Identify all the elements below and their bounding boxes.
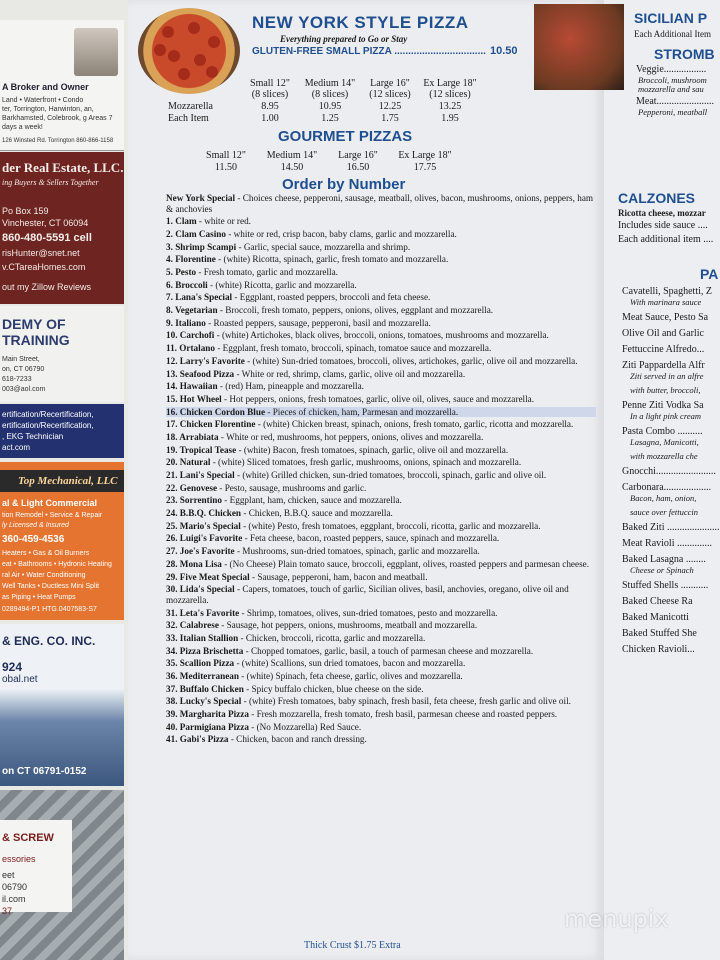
ad-title: der Real Estate, LLC. bbox=[2, 160, 124, 175]
size-name: Large 16" bbox=[370, 78, 410, 89]
price-mozzarella: 12.25 bbox=[378, 101, 402, 112]
ad-real-estate-broker bbox=[0, 20, 124, 151]
pasta-item-desc: Bacon, ham, onion, bbox=[630, 493, 697, 503]
list-item bbox=[166, 292, 596, 303]
ad-line: eet bbox=[2, 870, 15, 880]
item-name: 10. Carchofi bbox=[166, 330, 215, 341]
list-item bbox=[166, 734, 596, 745]
list-item bbox=[166, 267, 596, 278]
thick-crust-note: Thick Crust $1.75 Extra bbox=[304, 940, 401, 951]
ad-line: , EKG Technician bbox=[2, 432, 64, 441]
item-name: 7. Lana's Special bbox=[166, 292, 233, 303]
item-name: 30. Lida's Special bbox=[166, 584, 235, 595]
item-description: - (white) Ricotta, spinach, garlic, fresh tomato and mozzarella. bbox=[215, 254, 449, 265]
list-item bbox=[166, 696, 596, 707]
item-name: 34. Pizza Brischetta bbox=[166, 645, 244, 656]
pasta-title: PA bbox=[700, 266, 719, 282]
order-by-number-title: Order by Number bbox=[282, 176, 406, 193]
size-slices: (12 slices) bbox=[429, 89, 471, 100]
size-price: 16.50 bbox=[346, 162, 370, 173]
price-each-item: 1.00 bbox=[261, 113, 279, 124]
item-description: - (white) Sun-dried tomatoes, broccoli, olives, artichokes, garlic, olive oil and mozzarella. bbox=[244, 355, 578, 366]
item-description: - (white) Ricotta, garlic and mozzarella. bbox=[207, 279, 357, 290]
calzone-line: Each additional item .... bbox=[618, 234, 714, 245]
pasta-item: Carbonara................... bbox=[622, 482, 712, 493]
ad-hunter-real-estate bbox=[0, 152, 124, 304]
pasta-item: Meat Ravioli .............. bbox=[622, 538, 712, 549]
calzone-line: Includes side sauce .... bbox=[618, 220, 708, 231]
item-name: 3. Shrimp Scampi bbox=[166, 241, 237, 252]
pasta-item: Ziti Pappardella Alfr bbox=[622, 360, 705, 371]
ad-title: & SCREW bbox=[2, 832, 54, 844]
list-item bbox=[166, 470, 596, 481]
item-name: 39. Margharita Pizza bbox=[166, 709, 249, 719]
size-name: Large 16" bbox=[338, 150, 378, 161]
item-name: 24. B.B.Q. Chicken bbox=[166, 508, 242, 519]
ad-line: 06790 bbox=[2, 882, 28, 892]
ad-box bbox=[0, 820, 72, 916]
list-item bbox=[166, 495, 596, 506]
list-item bbox=[166, 684, 596, 695]
item-name: 21. Lani's Special bbox=[166, 470, 235, 481]
ad-line: essories bbox=[2, 854, 36, 864]
item-description: - Feta cheese, bacon, roasted peppers, sauce, spinach and mozzarella. bbox=[242, 533, 500, 544]
pasta-item: Gnocchi........................ bbox=[622, 466, 716, 477]
item-description: - (white) Grilled chicken, sun-dried tomatoes, broccoli, spinach, garlic and olive oil. bbox=[234, 470, 547, 481]
pasta-item: Baked Manicotti bbox=[622, 612, 689, 623]
ad-phone: 360-459-4536 bbox=[2, 534, 65, 545]
item-description: - Eggplant, ham, chicken, sauce and mozzarella. bbox=[221, 495, 402, 506]
item-name: 28. Mona Lisa bbox=[166, 558, 222, 569]
item-description: - (white) Artichokes, black olives, broccoli, onions, tomatoes, mushrooms and mozzarella. bbox=[214, 330, 549, 341]
size-name: Small 12" bbox=[206, 150, 246, 161]
sicilian-title: SICILIAN P bbox=[634, 10, 708, 26]
list-item bbox=[166, 457, 596, 468]
item-description: - Mushrooms, sun-dried tomatoes, spinach, garlic and mozzarella. bbox=[234, 546, 480, 557]
item-description: - Sausage, pepperoni, ham, bacon and meatball. bbox=[249, 571, 428, 582]
item-description: - (white) Chicken breast, spinach, onions, fresh tomato, garlic, ricotta and mozzarella. bbox=[255, 419, 574, 430]
pasta-item-desc: with butter, broccoli, bbox=[630, 385, 701, 395]
ad-line: 618-7233 bbox=[2, 376, 32, 383]
item-description: - Capers, tomatoes, touch of garlic, Sicilian olives, basil, anchovies, oregano, olive oil and mozzarella. bbox=[166, 584, 569, 605]
pasta-item: Baked Lasagna ........ bbox=[622, 554, 706, 565]
ad-training-academy bbox=[0, 306, 124, 402]
list-item bbox=[166, 658, 596, 669]
size-header bbox=[418, 78, 482, 100]
ad-line: al & Light Commercial bbox=[2, 498, 98, 508]
item-name: 14. Hawaiian bbox=[166, 381, 218, 392]
item-name: 32. Calabrese bbox=[166, 620, 219, 631]
ad-phone: 860-480-5591 cell bbox=[2, 232, 92, 244]
ad-line: act.com bbox=[2, 443, 31, 452]
item-name: 38. Lucky's Special bbox=[166, 696, 242, 707]
ad-certification bbox=[0, 404, 124, 458]
item-name: 40. Parmigiana Pizza bbox=[166, 721, 249, 732]
item-name: 13. Seafood Pizza bbox=[166, 368, 235, 379]
pasta-item-desc: Lasagna, Manicotti, bbox=[630, 437, 699, 447]
gluten-free-label: GLUTEN-FREE SMALL PIZZA ................................. bbox=[252, 46, 486, 57]
row-label-mozzarella: Mozzarella bbox=[168, 101, 213, 112]
size-header bbox=[240, 78, 300, 100]
ad-line: ertification/Recertification, bbox=[2, 410, 94, 419]
pasta-item: Baked Cheese Ra bbox=[622, 596, 693, 607]
item-name: 6. Broccoli bbox=[166, 279, 208, 290]
page-title: NEW YORK STYLE PIZZA bbox=[252, 13, 469, 32]
academy-logo: DEMY OF TRAINING bbox=[2, 316, 70, 348]
ad-line: ter, Torrington, Harwinton, an, Barkhamsted, Colebrook, g Areas 7 days a week! bbox=[2, 106, 113, 131]
size-price: 14.50 bbox=[280, 162, 304, 173]
item-name: 4. Florentine bbox=[166, 254, 216, 265]
ad-line: Heaters • Gas & Oil Burners bbox=[2, 550, 90, 557]
pasta-item: Stuffed Shells ........... bbox=[622, 580, 709, 591]
size-name: Ex Large 18" bbox=[398, 150, 452, 161]
gourmet-size bbox=[196, 150, 256, 174]
ad-engineering bbox=[0, 624, 124, 786]
item-name: 1. Clam bbox=[166, 216, 197, 227]
item-name: 9. Italiano bbox=[166, 317, 206, 328]
ad-line: 003@aol.com bbox=[2, 386, 46, 393]
ads-strip bbox=[0, 0, 128, 960]
price-each-item: 1.95 bbox=[441, 113, 459, 124]
item-name: 23. Sorrentino bbox=[166, 495, 222, 506]
item-description: - White or red, shrimp, clams, garlic, olive oil and mozzarella. bbox=[234, 368, 466, 379]
pasta-item: Penne Ziti Vodka Sa bbox=[622, 400, 704, 411]
item-description: - Eggplant, fresh tomato, broccoli, spinach, tomatoe sauce and mozzarella. bbox=[215, 343, 492, 354]
list-item bbox=[166, 546, 596, 557]
item-name: 16. Chicken Cordon Blue bbox=[166, 406, 266, 417]
right-menu-panel bbox=[604, 0, 720, 960]
item-name: 33. Italian Stallion bbox=[166, 632, 239, 643]
item-name: 22. Genovese bbox=[166, 482, 218, 493]
item-description: - Chicken, bacon and ranch dressing. bbox=[228, 734, 367, 745]
size-slices: (8 slices) bbox=[311, 89, 349, 100]
list-item bbox=[166, 242, 596, 253]
price-mozzarella: 8.95 bbox=[261, 101, 279, 112]
gourmet-size bbox=[262, 150, 322, 174]
ad-line: eat • Bathrooms • Hydronic Heating bbox=[2, 561, 112, 568]
item-description: - Broccoli, fresh tomato, peppers, onions, olives, eggplant and mozzarella. bbox=[217, 305, 494, 316]
item-name: 5. Pesto bbox=[166, 267, 197, 278]
list-item bbox=[166, 381, 596, 392]
item-name: 41. Gabi's Pizza bbox=[166, 734, 229, 745]
pasta-item: Fettuccine Alfredo... bbox=[622, 344, 705, 355]
ad-line: 0289494-P1 HTG.0407583-S7 bbox=[2, 606, 97, 613]
ad-line bbox=[2, 96, 120, 132]
list-item bbox=[166, 620, 596, 631]
item-description: - (white) Bacon, fresh tomatoes, spinach, garlic, olive oil and mozzarella. bbox=[236, 444, 509, 455]
pasta-item: Cavatelli, Spaghetti, Z bbox=[622, 286, 712, 297]
item-description: - Shrimp, tomatoes, olives, sun-dried tomatoes, pesto and mozzarella. bbox=[239, 607, 498, 618]
item-description: - White or red, mushrooms, hot peppers, onions, olives and mozzarella. bbox=[218, 431, 484, 442]
pasta-item-desc: Cheese or Spinach bbox=[630, 565, 694, 575]
item-description: - Choices cheese, pepperoni, sausage, meatball, olives, bacon, mushrooms, onions, peppers, ham & anchovies bbox=[166, 193, 594, 214]
calzone-desc: Ricotta cheese, mozzar bbox=[618, 208, 706, 218]
item-description: - Roasted peppers, sausage, pepperoni, basil and mozzarella. bbox=[205, 317, 431, 328]
size-slices: (8 slices) bbox=[251, 89, 289, 100]
size-name: Medium 14" bbox=[304, 78, 356, 89]
size-name: Ex Large 18" bbox=[423, 78, 477, 89]
item-description: - Eggplant, roasted peppers, broccoli and feta cheese. bbox=[232, 292, 431, 303]
list-item bbox=[166, 330, 596, 341]
item-description: - Chicken, B.B.Q. sauce and mozzarella. bbox=[241, 508, 393, 519]
item-name: 8. Vegetarian bbox=[166, 305, 218, 316]
item-description: - (white) Pesto, fresh tomatoes, eggplant, broccoli, ricotta, garlic and mozzarella. bbox=[240, 520, 541, 531]
pasta-item-desc: sauce over fettuccin bbox=[630, 507, 698, 517]
ad-line: 37 bbox=[2, 906, 13, 916]
stromboli-veggie-desc: Broccoli, mushroom bbox=[638, 75, 707, 85]
stromboli-title: STROMB bbox=[654, 46, 715, 62]
size-header bbox=[300, 78, 360, 100]
list-item bbox=[166, 608, 596, 619]
ad-line: Vinchester, CT 06094 bbox=[2, 218, 89, 228]
ad-line: ertification/Recertification, bbox=[2, 421, 94, 430]
gluten-free-price: 10.50 bbox=[490, 45, 518, 57]
list-item bbox=[166, 254, 596, 265]
item-description: - Fresh mozzarella, fresh tomato, fresh basil, parmesan cheese and roasted peppers. bbox=[248, 709, 558, 719]
item-description: - (white) Fresh tomatoes, baby spinach, fresh basil, feta cheese, fresh garlic and olive oil. bbox=[241, 696, 571, 707]
list-item bbox=[166, 633, 596, 644]
stromboli-veggie: Veggie................. bbox=[636, 64, 707, 75]
list-item bbox=[166, 445, 596, 456]
list-item bbox=[166, 722, 596, 733]
ad-line: A Broker and Owner bbox=[2, 82, 89, 92]
item-description: - Chicken, broccoli, ricotta, garlic and mozzarella. bbox=[238, 632, 426, 643]
item-description: - Chopped tomatoes, garlic, basil, a touch of parmesan cheese and mozzarella. bbox=[243, 645, 534, 656]
item-description: - Hot peppers, onions, fresh tomatoes, garlic, olive oil, olives, sauce and mozzarella. bbox=[221, 393, 534, 404]
list-item bbox=[166, 419, 596, 430]
ad-line: 924 bbox=[2, 660, 23, 674]
price-mozzarella: 13.25 bbox=[438, 101, 462, 112]
item-description: - white or red. bbox=[196, 216, 251, 227]
item-name: 15. Hot Wheel bbox=[166, 393, 222, 404]
pasta-item-desc: With marinara sauce bbox=[630, 297, 702, 307]
broker-photo bbox=[74, 28, 118, 76]
list-item bbox=[166, 559, 596, 570]
pizza-list bbox=[166, 193, 596, 747]
list-item bbox=[166, 671, 596, 682]
item-name: 35. Scallion Pizza bbox=[166, 658, 235, 669]
item-description: - (No Mozzarella) Red Sauce. bbox=[248, 721, 362, 732]
ad-line: ly Licensed & Insured bbox=[2, 522, 69, 529]
row-label-each-item: Each Item bbox=[168, 113, 209, 124]
item-name: 26. Luigi's Favorite bbox=[166, 533, 243, 544]
list-item bbox=[166, 280, 596, 291]
item-name: 29. Five Meat Special bbox=[166, 571, 250, 582]
menupix-watermark: menupix bbox=[564, 905, 669, 933]
item-name: 19. Tropical Tease bbox=[166, 444, 237, 455]
list-item bbox=[166, 216, 596, 227]
ad-line: ral Air • Water Conditioning bbox=[2, 572, 86, 579]
item-description: - white or red, crisp bacon, baby clams, garlic and mozzarella. bbox=[225, 228, 457, 239]
item-description: - (white) Scallions, sun dried tomatoes, bacon and mozzarella. bbox=[234, 658, 466, 669]
list-item bbox=[166, 193, 596, 214]
item-name: 20. Natural bbox=[166, 457, 211, 468]
item-name: 11. Ortalano bbox=[166, 343, 216, 354]
pasta-item: Baked Stuffed She bbox=[622, 628, 697, 639]
item-name: 27. Joe's Favorite bbox=[166, 546, 235, 557]
item-description: - Spicy buffalo chicken, blue cheese on the side. bbox=[243, 683, 424, 694]
item-name: 25. Mario's Special bbox=[166, 520, 241, 531]
pizza-menu-panel bbox=[128, 0, 604, 960]
calzones-title: CALZONES bbox=[618, 190, 695, 206]
list-item bbox=[166, 483, 596, 494]
list-item bbox=[166, 305, 596, 316]
pasta-item: Chicken Ravioli... bbox=[622, 644, 695, 655]
sicilian-sub: Each Additional Item bbox=[634, 29, 711, 39]
ad-line: on, CT 06790 bbox=[2, 366, 45, 373]
item-description: - (white) Spinach, feta cheese, garlic, olives and mozzarella. bbox=[238, 670, 463, 681]
list-item bbox=[166, 229, 596, 240]
item-name: 18. Arrabiata bbox=[166, 431, 219, 442]
stromboli-meat: Meat....................... bbox=[636, 96, 715, 107]
price-each-item: 1.75 bbox=[381, 113, 399, 124]
item-name: 12. Larry's Favorite bbox=[166, 355, 245, 366]
item-description: - (red) Ham, pineapple and mozzarella. bbox=[217, 381, 364, 392]
price-mozzarella: 10.95 bbox=[318, 101, 342, 112]
list-item bbox=[166, 432, 596, 443]
ad-line: Land • Waterfront • Condo bbox=[2, 97, 84, 104]
pasta-item-desc: with mozzarella che bbox=[630, 451, 698, 461]
list-item bbox=[166, 521, 596, 532]
item-name: 31. Leta's Favorite bbox=[166, 607, 240, 618]
list-item bbox=[166, 343, 596, 354]
item-description: - (white) Sliced tomatoes, fresh garlic, mushrooms, onions, spinach and mozzarella. bbox=[210, 457, 522, 468]
pasta-item: Olive Oil and Garlic bbox=[622, 328, 704, 339]
pasta-item: Baked Ziti ..................... bbox=[622, 522, 720, 533]
ad-line: out my Zillow Reviews bbox=[2, 282, 92, 292]
item-name: New York Special bbox=[166, 193, 236, 203]
gourmet-size bbox=[390, 150, 460, 174]
size-name: Medium 14" bbox=[266, 150, 318, 161]
item-name: 36. Mediterranean bbox=[166, 670, 239, 681]
size-price: 17.75 bbox=[413, 162, 437, 173]
list-item bbox=[166, 572, 596, 583]
ad-tagline: ing Buyers & Sellers Together bbox=[2, 178, 99, 187]
list-item bbox=[166, 356, 596, 367]
sicilian-pizza-image bbox=[534, 4, 624, 90]
item-description: - (No Cheese) Plain tomato sauce, broccoli, eggplant, olives, roasted peppers and parmesan cheese. bbox=[221, 558, 590, 569]
ad-line: Po Box 159 bbox=[2, 206, 49, 216]
list-item bbox=[166, 318, 596, 329]
gourmet-size bbox=[328, 150, 388, 174]
stromboli-meat-desc: Pepperoni, meatball bbox=[638, 107, 708, 117]
list-item bbox=[166, 394, 596, 405]
ad-email: risHunter@snet.net bbox=[2, 248, 80, 258]
ad-website: v.CTareaHomes.com bbox=[2, 262, 86, 272]
list-item bbox=[166, 369, 596, 380]
list-item bbox=[166, 646, 596, 657]
size-price: 11.50 bbox=[214, 162, 238, 173]
pasta-item: Meat Sauce, Pesto Sa bbox=[622, 312, 709, 323]
item-description: - Garlic, special sauce, mozzarella and shrimp. bbox=[236, 241, 411, 252]
ad-line: Main Street, bbox=[2, 356, 40, 363]
price-each-item: 1.25 bbox=[321, 113, 339, 124]
gourmet-title: GOURMET PIZZAS bbox=[278, 128, 413, 145]
pasta-item-desc: Ziti served in an alfre bbox=[630, 371, 704, 381]
list-item bbox=[166, 584, 596, 605]
ad-top-mechanical bbox=[0, 462, 124, 620]
item-description: - Fresh tomato, garlic and mozzarella. bbox=[196, 267, 338, 278]
size-name: Small 12" bbox=[250, 78, 290, 89]
ad-line: tion Remodel • Service & Repair bbox=[2, 512, 103, 519]
ad-line: 126 Winsted Rd. Torrington 860-866-1158 bbox=[2, 138, 114, 144]
ad-line: obal.net bbox=[2, 674, 38, 685]
ad-title: & ENG. CO. INC. bbox=[2, 634, 96, 648]
ad-line: Well Tanks • Ductless Mini Split bbox=[2, 583, 100, 590]
item-name: 37. Buffalo Chicken bbox=[166, 683, 244, 694]
ad-line: il.com bbox=[2, 894, 26, 904]
ad-line: as Piping • Heat Pumps bbox=[2, 594, 76, 601]
size-header bbox=[360, 78, 420, 100]
item-description: - Pieces of chicken, ham, Parmesan and mozzarella. bbox=[265, 406, 459, 417]
item-description: - Pesto, sausage, mushrooms and garlic. bbox=[217, 482, 367, 493]
list-item bbox=[166, 508, 596, 519]
pasta-item-desc: In a light pink cream bbox=[630, 411, 701, 421]
item-name: 2. Clam Casino bbox=[166, 228, 226, 239]
list-item bbox=[166, 407, 596, 418]
mechanical-logo: Top Mechanical, LLC bbox=[0, 470, 124, 492]
list-item bbox=[166, 533, 596, 544]
ad-bolt-screw bbox=[0, 790, 124, 960]
stromboli-veggie-desc: mozzarella and sau bbox=[638, 84, 704, 94]
pepperoni-pizza-image bbox=[138, 8, 240, 94]
page-subtitle: Everything prepared to Go or Stay bbox=[280, 34, 408, 44]
size-slices: (12 slices) bbox=[369, 89, 411, 100]
item-name: 17. Chicken Florentine bbox=[166, 419, 256, 430]
pasta-item: Pasta Combo .......... bbox=[622, 426, 703, 437]
item-description: - Sausage, hot peppers, onions, mushrooms, meatball and mozzarella. bbox=[218, 620, 478, 631]
ad-line: on CT 06791-0152 bbox=[2, 766, 87, 777]
list-item bbox=[166, 709, 596, 720]
